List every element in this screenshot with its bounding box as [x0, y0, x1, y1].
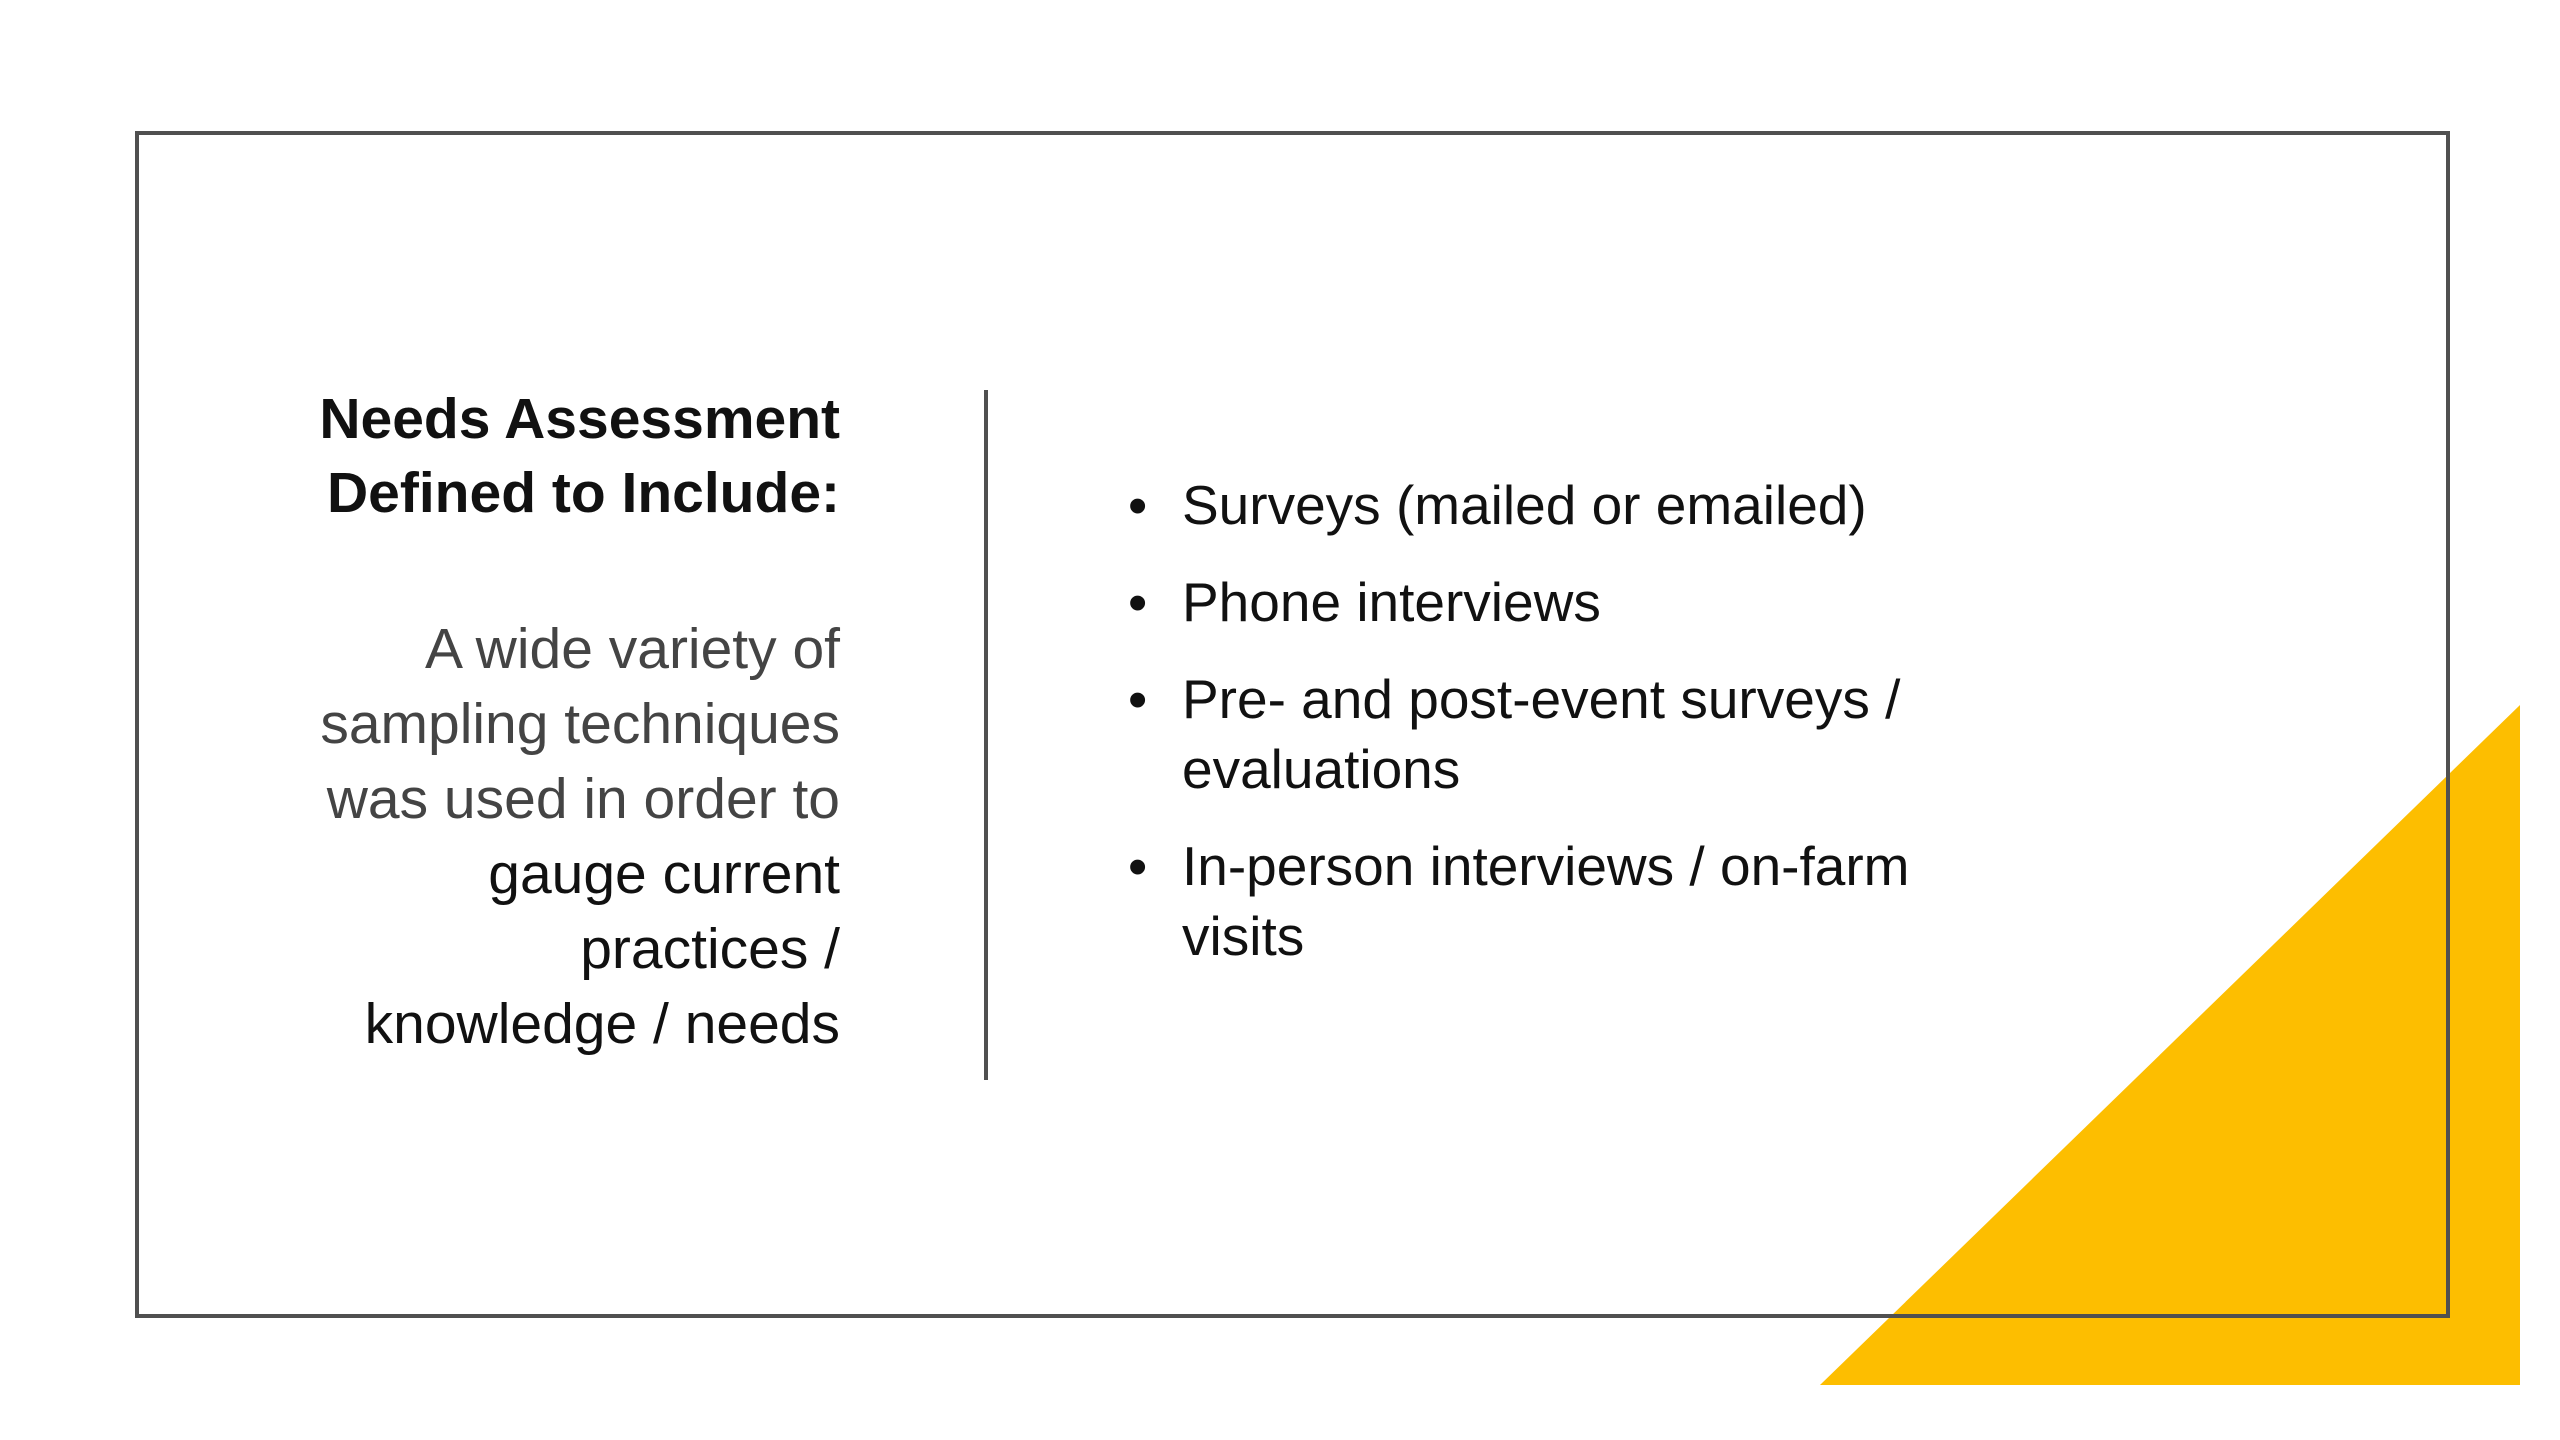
bullet-text-line-2: visits	[1182, 905, 1305, 967]
vertical-divider	[984, 390, 988, 1080]
bullet-text-line-1: Pre- and post-event surveys /	[1182, 668, 1901, 730]
description-line-2: sampling techniques	[320, 692, 840, 756]
bullet-text: Phone interviews	[1182, 571, 1601, 633]
description-emphasis-line-2: practices /	[580, 917, 840, 981]
bullet-item-surveys	[1128, 470, 2278, 540]
bullet-dot-icon: •	[1128, 668, 1148, 730]
bullet-item-phone-interviews	[1128, 567, 2278, 637]
bullet-text-line-2: evaluations	[1182, 738, 1461, 800]
bullet-dot-icon: •	[1128, 474, 1148, 536]
bullet-dot-icon: •	[1128, 571, 1148, 633]
left-column	[160, 382, 840, 1062]
bullet-item-pre-post-event	[1128, 664, 2278, 804]
description-line-3: was used in order to	[326, 767, 840, 831]
description-emphasis-line-3: knowledge / needs	[364, 992, 840, 1056]
bullet-text-line-1: In-person interviews / on-farm	[1182, 835, 1910, 897]
description-line-1: A wide variety of	[424, 617, 840, 681]
bullet-list	[1128, 470, 2278, 998]
description-text	[160, 612, 840, 1062]
title-line-2: Defined to Include:	[327, 461, 840, 525]
bullet-item-in-person	[1128, 831, 2278, 971]
bullet-text: Surveys (mailed or emailed)	[1182, 474, 1867, 536]
description-emphasis-line-1: gauge current	[488, 842, 840, 906]
bullet-dot-icon: •	[1128, 835, 1148, 897]
title-line-1: Needs Assessment	[319, 387, 840, 451]
slide-title	[160, 382, 840, 530]
